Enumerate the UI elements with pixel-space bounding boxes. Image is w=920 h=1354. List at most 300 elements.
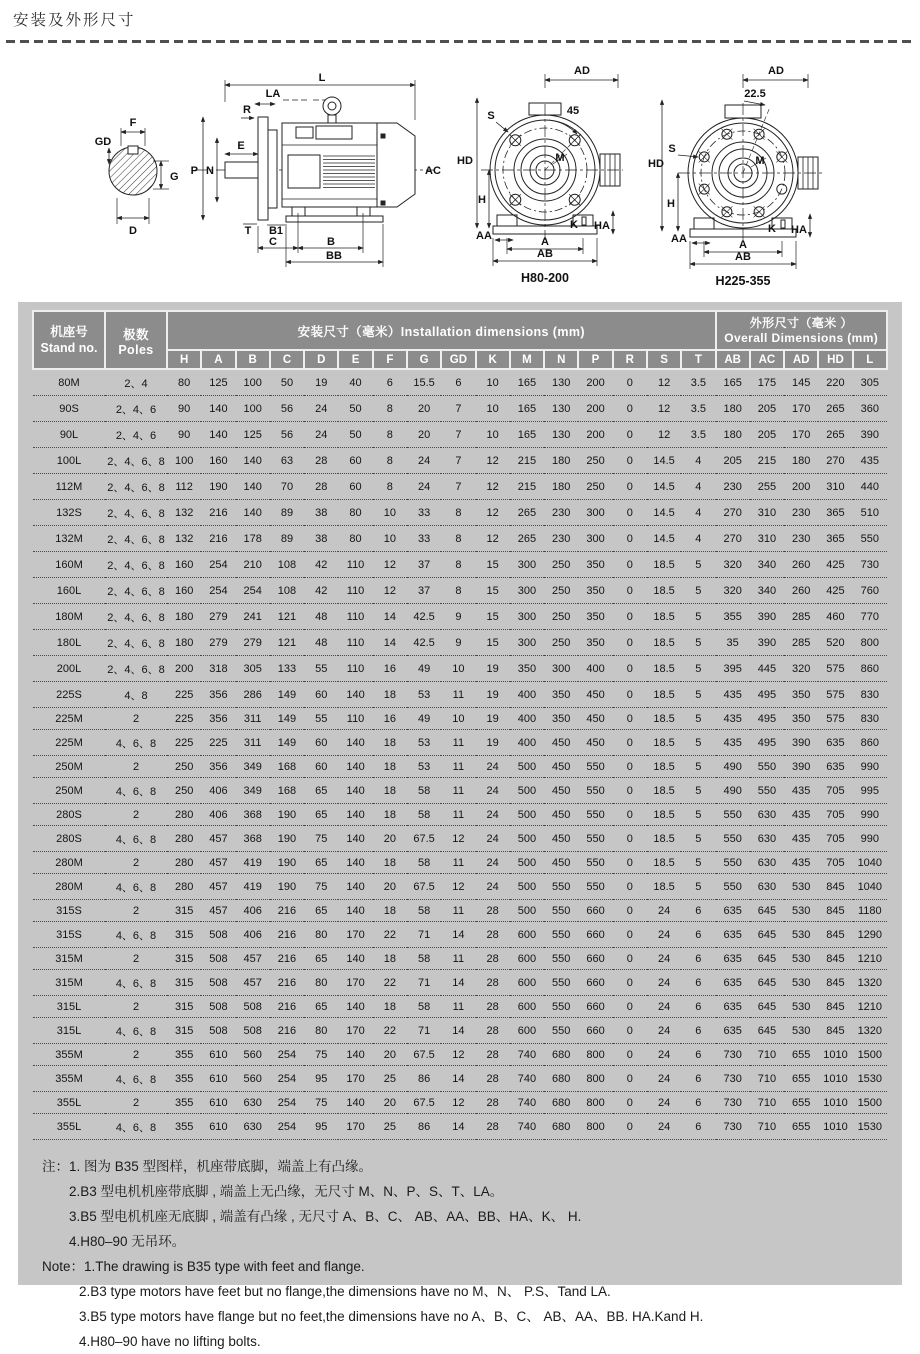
dim-cell: 12	[441, 826, 475, 852]
dim-cell: 300	[510, 578, 544, 604]
dim-cell: 1320	[853, 970, 887, 996]
dim-cell: 350	[544, 708, 578, 730]
dim-cell: 645	[750, 922, 784, 948]
dim-cell: 165	[510, 369, 544, 396]
dim-cell: 390	[750, 630, 784, 656]
dim-cell: 860	[853, 730, 887, 756]
dim-cell: 56	[270, 396, 304, 422]
dim-cell: 75	[304, 826, 338, 852]
dim-cell: 8	[373, 396, 407, 422]
dim-cell: 14.5	[647, 500, 681, 526]
table-row	[33, 756, 887, 778]
dim-cell: 190	[270, 874, 304, 900]
dim-cell: 38	[304, 526, 338, 552]
dim-cell: 860	[853, 656, 887, 682]
dim-cell: 8	[441, 500, 475, 526]
dim-cell: 710	[750, 1066, 784, 1092]
col-header: D	[304, 350, 338, 369]
dim-cell: 365	[818, 500, 852, 526]
dim-cell: 140	[236, 448, 270, 474]
poles-cell: 2	[105, 900, 167, 922]
dim-label-s: S	[668, 143, 676, 155]
dim-cell: 60	[338, 474, 372, 500]
dim-cell: 1320	[853, 1018, 887, 1044]
dim-cell: 18.5	[647, 778, 681, 804]
dim-cell: 0	[613, 526, 647, 552]
dim-cell: 1040	[853, 874, 887, 900]
dim-cell: 425	[818, 578, 852, 604]
dim-cell: 500	[510, 874, 544, 900]
dim-cell: 65	[304, 900, 338, 922]
dim-cell: 67.5	[407, 826, 441, 852]
dim-cell: 310	[750, 500, 784, 526]
col-header: N	[544, 350, 578, 369]
dim-cell: 180	[544, 448, 578, 474]
table-row	[33, 826, 887, 852]
dim-cell: 254	[201, 578, 235, 604]
dim-cell: 42	[304, 578, 338, 604]
dim-cell: 12	[441, 1092, 475, 1114]
dim-label-ha: HA	[594, 220, 610, 232]
dim-cell: 18.5	[647, 852, 681, 874]
dim-cell: 1010	[818, 1092, 852, 1114]
dim-cell: 140	[201, 396, 235, 422]
dim-cell: 230	[544, 526, 578, 552]
dim-cell: 86	[407, 1066, 441, 1092]
dim-label-n: N	[206, 165, 214, 177]
dim-cell: 216	[201, 526, 235, 552]
dim-cell: 0	[613, 474, 647, 500]
poles-cell: 4、6、8	[105, 730, 167, 756]
dim-cell: 560	[236, 1066, 270, 1092]
stand-no-cell: 250M	[33, 778, 105, 804]
dim-cell: 0	[613, 578, 647, 604]
dim-cell: 0	[613, 708, 647, 730]
stand-no-cell: 355L	[33, 1092, 105, 1114]
dim-cell: 390	[784, 730, 818, 756]
dim-cell: 19	[304, 369, 338, 396]
dim-cell: 6	[681, 996, 715, 1018]
dim-cell: 63	[270, 448, 304, 474]
dim-cell: 845	[818, 874, 852, 900]
dim-cell: 6	[681, 1092, 715, 1114]
dim-cell: 800	[578, 1044, 612, 1066]
stand-no-cell: 160L	[33, 578, 105, 604]
dim-cell: 121	[270, 630, 304, 656]
header-stand-no-en: Stand no.	[40, 341, 98, 355]
dim-cell: 0	[613, 448, 647, 474]
stand-no-cell: 80M	[33, 369, 105, 396]
dim-cell: 140	[338, 826, 372, 852]
dim-cell: 254	[270, 1114, 304, 1140]
dim-label-aa: AA	[671, 233, 687, 245]
stand-no-cell: 315S	[33, 922, 105, 948]
dim-cell: 20	[407, 396, 441, 422]
dim-cell: 24	[647, 1044, 681, 1066]
dim-label-bb: BB	[326, 250, 342, 262]
dim-cell: 58	[407, 900, 441, 922]
dim-cell: 500	[510, 900, 544, 922]
dim-cell: 170	[338, 922, 372, 948]
dim-cell: 450	[544, 756, 578, 778]
dim-cell: 360	[853, 396, 887, 422]
table-row	[33, 922, 887, 948]
dim-cell: 286	[236, 682, 270, 708]
dim-cell: 200	[578, 422, 612, 448]
poles-cell: 2	[105, 948, 167, 970]
dim-cell: 18	[373, 852, 407, 874]
dim-label-s: S	[487, 110, 495, 122]
dim-cell: 11	[441, 682, 475, 708]
dim-cell: 845	[818, 970, 852, 996]
dim-cell: 450	[544, 778, 578, 804]
dim-cell: 1500	[853, 1092, 887, 1114]
dim-cell: 14	[373, 604, 407, 630]
dim-cell: 0	[613, 804, 647, 826]
col-header: B	[236, 350, 270, 369]
col-header: M	[510, 350, 544, 369]
dim-cell: 350	[578, 552, 612, 578]
dim-cell: 24	[647, 1092, 681, 1114]
dim-cell: 1210	[853, 948, 887, 970]
dim-cell: 630	[236, 1092, 270, 1114]
dim-cell: 5	[681, 874, 715, 900]
stand-no-cell: 200L	[33, 656, 105, 682]
dim-cell: 279	[201, 604, 235, 630]
dim-cell: 705	[818, 804, 852, 826]
dim-cell: 500	[510, 826, 544, 852]
dim-cell: 24	[647, 970, 681, 996]
dim-cell: 635	[716, 996, 750, 1018]
dim-cell: 450	[544, 852, 578, 874]
dim-cell: 710	[750, 1044, 784, 1066]
dim-cell: 100	[167, 448, 201, 474]
col-header: E	[338, 350, 372, 369]
dim-cell: 400	[510, 730, 544, 756]
table-row	[33, 682, 887, 708]
dim-cell: 75	[304, 1044, 338, 1066]
dim-cell: 140	[338, 948, 372, 970]
dim-cell: 15.5	[407, 369, 441, 396]
stand-no-cell: 355L	[33, 1114, 105, 1140]
dim-cell: 95	[304, 1114, 338, 1140]
dim-cell: 635	[716, 922, 750, 948]
dim-cell: 130	[544, 369, 578, 396]
dim-cell: 28	[476, 948, 510, 970]
dim-cell: 67.5	[407, 874, 441, 900]
dim-cell: 165	[716, 369, 750, 396]
dim-cell: 4	[681, 526, 715, 552]
dim-cell: 37	[407, 578, 441, 604]
dim-label-b: B	[327, 236, 335, 248]
drawing-caption: H80-200	[521, 271, 569, 285]
dim-cell: 6	[681, 1066, 715, 1092]
table-row	[33, 578, 887, 604]
dim-cell: 11	[441, 996, 475, 1018]
poles-cell: 2	[105, 996, 167, 1018]
dim-cell: 19	[476, 730, 510, 756]
dim-cell: 349	[236, 756, 270, 778]
dim-label-a: A	[739, 239, 747, 251]
dim-cell: 18.5	[647, 756, 681, 778]
dim-cell: 550	[578, 756, 612, 778]
dim-cell: 16	[373, 656, 407, 682]
dim-cell: 11	[441, 804, 475, 826]
dim-cell: 49	[407, 656, 441, 682]
dim-cell: 28	[476, 1066, 510, 1092]
dim-cell: 495	[750, 708, 784, 730]
dim-cell: 550	[750, 756, 784, 778]
dim-cell: 279	[201, 630, 235, 656]
dim-cell: 550	[750, 778, 784, 804]
dim-cell: 350	[544, 682, 578, 708]
col-header: GD	[441, 350, 475, 369]
dim-cell: 680	[544, 1066, 578, 1092]
dim-cell: 20	[373, 1044, 407, 1066]
poles-cell: 2、4、6、8	[105, 500, 167, 526]
dim-cell: 645	[750, 948, 784, 970]
dim-cell: 12	[373, 552, 407, 578]
dim-cell: 635	[818, 756, 852, 778]
dim-cell: 250	[167, 778, 201, 804]
dim-cell: 845	[818, 900, 852, 922]
dim-cell: 11	[441, 948, 475, 970]
dim-cell: 6	[373, 369, 407, 396]
dim-cell: 11	[441, 852, 475, 874]
poles-cell: 4、6、8	[105, 874, 167, 900]
dim-cell: 178	[236, 526, 270, 552]
dim-cell: 435	[716, 682, 750, 708]
dim-cell: 170	[784, 396, 818, 422]
dim-label-e: E	[237, 140, 245, 152]
dim-cell: 22	[373, 922, 407, 948]
dim-cell: 50	[338, 422, 372, 448]
dim-cell: 140	[338, 756, 372, 778]
dim-cell: 355	[167, 1044, 201, 1066]
front-view-body	[678, 103, 822, 243]
dim-cell: 450	[578, 730, 612, 756]
dim-cell: 55	[304, 708, 338, 730]
dim-cell: 5	[681, 778, 715, 804]
dim-cell: 250	[544, 552, 578, 578]
dim-cell: 38	[304, 500, 338, 526]
dim-cell: 0	[613, 630, 647, 656]
dim-cell: 125	[201, 369, 235, 396]
dim-cell: 645	[750, 900, 784, 922]
dim-cell: 9	[441, 604, 475, 630]
dim-cell: 80	[304, 970, 338, 996]
dim-cell: 10	[476, 369, 510, 396]
dim-label-h: H	[478, 194, 486, 206]
stand-no-cell: 225M	[33, 730, 105, 756]
dim-cell: 121	[270, 604, 304, 630]
table-row	[33, 526, 887, 552]
dim-cell: 12	[647, 396, 681, 422]
dim-cell: 24	[476, 826, 510, 852]
dim-cell: 5	[681, 708, 715, 730]
dim-cell: 550	[716, 826, 750, 852]
dim-cell: 18	[373, 900, 407, 922]
dim-cell: 315	[167, 1018, 201, 1044]
dim-cell: 495	[750, 730, 784, 756]
dim-cell: 7	[441, 422, 475, 448]
dim-label-p: P	[190, 165, 198, 177]
dim-cell: 58	[407, 948, 441, 970]
table-row	[33, 708, 887, 730]
dim-cell: 279	[236, 630, 270, 656]
dim-cell: 600	[510, 948, 544, 970]
dim-cell: 550	[578, 804, 612, 826]
dim-cell: 225	[167, 730, 201, 756]
dim-cell: 110	[338, 578, 372, 604]
dim-cell: 320	[716, 552, 750, 578]
poles-cell: 2、4、6、8	[105, 630, 167, 656]
dim-cell: 165	[510, 396, 544, 422]
dim-cell: 89	[270, 526, 304, 552]
dim-cell: 140	[236, 474, 270, 500]
dim-cell: 60	[338, 448, 372, 474]
dim-cell: 220	[818, 369, 852, 396]
dim-cell: 140	[338, 682, 372, 708]
dim-cell: 508	[236, 996, 270, 1018]
dim-cell: 660	[578, 948, 612, 970]
col-header: A	[201, 350, 235, 369]
dim-cell: 390	[784, 756, 818, 778]
dim-cell: 18.5	[647, 874, 681, 900]
dim-cell: 0	[613, 900, 647, 922]
dim-cell: 24	[476, 804, 510, 826]
dim-cell: 450	[578, 708, 612, 730]
dim-cell: 165	[510, 422, 544, 448]
dim-cell: 14	[441, 970, 475, 996]
dim-cell: 445	[750, 656, 784, 682]
dim-cell: 20	[373, 874, 407, 900]
dim-cell: 5	[681, 552, 715, 578]
dim-cell: 48	[304, 630, 338, 656]
note-zh-4: 4.H80–90 无吊环。	[69, 1234, 186, 1249]
dim-cell: 315	[167, 900, 201, 922]
dim-cell: 24	[476, 756, 510, 778]
table-row	[33, 852, 887, 874]
stand-no-cell: 90S	[33, 396, 105, 422]
dim-cell: 60	[304, 730, 338, 756]
dim-cell: 635	[716, 948, 750, 970]
dim-cell: 435	[853, 448, 887, 474]
table-row	[33, 630, 887, 656]
dim-cell: 170	[338, 1018, 372, 1044]
dim-cell: 58	[407, 804, 441, 826]
dim-cell: 356	[201, 708, 235, 730]
dim-cell: 28	[476, 1114, 510, 1140]
dim-cell: 18.5	[647, 578, 681, 604]
dim-cell: 280	[167, 804, 201, 826]
poles-cell: 4、8	[105, 682, 167, 708]
note-zh-2: 2.B3 型电机机座带底脚 , 端盖上无凸缘，无尺寸 M、N、P、S、T、LA。	[69, 1184, 504, 1199]
header-install-group: 安装尺寸（毫米）Installation dimensions (mm)	[167, 311, 716, 350]
dim-cell: 435	[716, 730, 750, 756]
dim-cell: 710	[750, 1114, 784, 1140]
stand-no-cell: 280S	[33, 826, 105, 852]
table-header	[33, 311, 887, 369]
dim-cell: 12	[441, 1044, 475, 1066]
dim-cell: 1210	[853, 996, 887, 1018]
dim-cell: 508	[201, 970, 235, 996]
dim-cell: 24	[647, 948, 681, 970]
dim-cell: 10	[476, 396, 510, 422]
dim-cell: 355	[167, 1066, 201, 1092]
dim-cell: 140	[338, 730, 372, 756]
table-row	[33, 656, 887, 682]
dim-cell: 5	[681, 656, 715, 682]
dim-cell: 14	[441, 1066, 475, 1092]
dim-cell: 490	[716, 778, 750, 804]
dim-cell: 250	[544, 578, 578, 604]
stand-no-cell: 315M	[33, 970, 105, 996]
dim-cell: 230	[544, 500, 578, 526]
dim-cell: 250	[544, 604, 578, 630]
header-overall-en: Overall Dimensions (mm)	[724, 331, 879, 345]
dim-cell: 630	[750, 826, 784, 852]
dim-cell: 90	[167, 422, 201, 448]
table-row	[33, 778, 887, 804]
dim-cell: 215	[510, 448, 544, 474]
dim-label-hd: HD	[648, 158, 664, 170]
dim-label-m: M	[555, 152, 565, 164]
dim-cell: 6	[681, 1044, 715, 1066]
dim-cell: 630	[750, 874, 784, 900]
dim-label-hd: HD	[457, 155, 473, 167]
dim-cell: 125	[236, 422, 270, 448]
table-row	[33, 1092, 887, 1114]
dim-cell: 280	[167, 852, 201, 874]
poles-cell: 2	[105, 1092, 167, 1114]
col-header: H	[167, 350, 201, 369]
dim-cell: 170	[338, 1114, 372, 1140]
dim-cell: 5	[681, 578, 715, 604]
dim-cell: 14	[441, 922, 475, 948]
dim-cell: 0	[613, 778, 647, 804]
dim-cell: 0	[613, 874, 647, 900]
dim-cell: 550	[544, 1018, 578, 1044]
note-zh-1: 注：1. 图为 B35 型图样，机座带底脚，端盖上有凸缘。	[42, 1159, 373, 1174]
dim-cell: 311	[236, 708, 270, 730]
dim-cell: 318	[201, 656, 235, 682]
table-row	[33, 1018, 887, 1044]
dim-cell: 310	[750, 526, 784, 552]
dim-cell: 400	[578, 656, 612, 682]
stand-no-cell: 315M	[33, 948, 105, 970]
dim-cell: 140	[338, 1044, 372, 1066]
dim-cell: 18.5	[647, 630, 681, 656]
dim-cell: 8	[373, 448, 407, 474]
dim-cell: 550	[716, 874, 750, 900]
dim-cell: 33	[407, 526, 441, 552]
dim-cell: 12	[441, 874, 475, 900]
dim-cell: 400	[510, 682, 544, 708]
dim-cell: 635	[818, 730, 852, 756]
dim-cell: 655	[784, 1092, 818, 1114]
dim-cell: 53	[407, 682, 441, 708]
dim-cell: 310	[818, 474, 852, 500]
dim-cell: 510	[853, 500, 887, 526]
note-en-1: Note：1.The drawing is B35 type with feet and flange.	[42, 1259, 365, 1274]
dim-cell: 90	[167, 396, 201, 422]
stand-no-cell: 112M	[33, 474, 105, 500]
dim-cell: 315	[167, 922, 201, 948]
dim-cell: 610	[201, 1044, 235, 1066]
dim-cell: 1040	[853, 852, 887, 874]
dim-cell: 575	[818, 682, 852, 708]
